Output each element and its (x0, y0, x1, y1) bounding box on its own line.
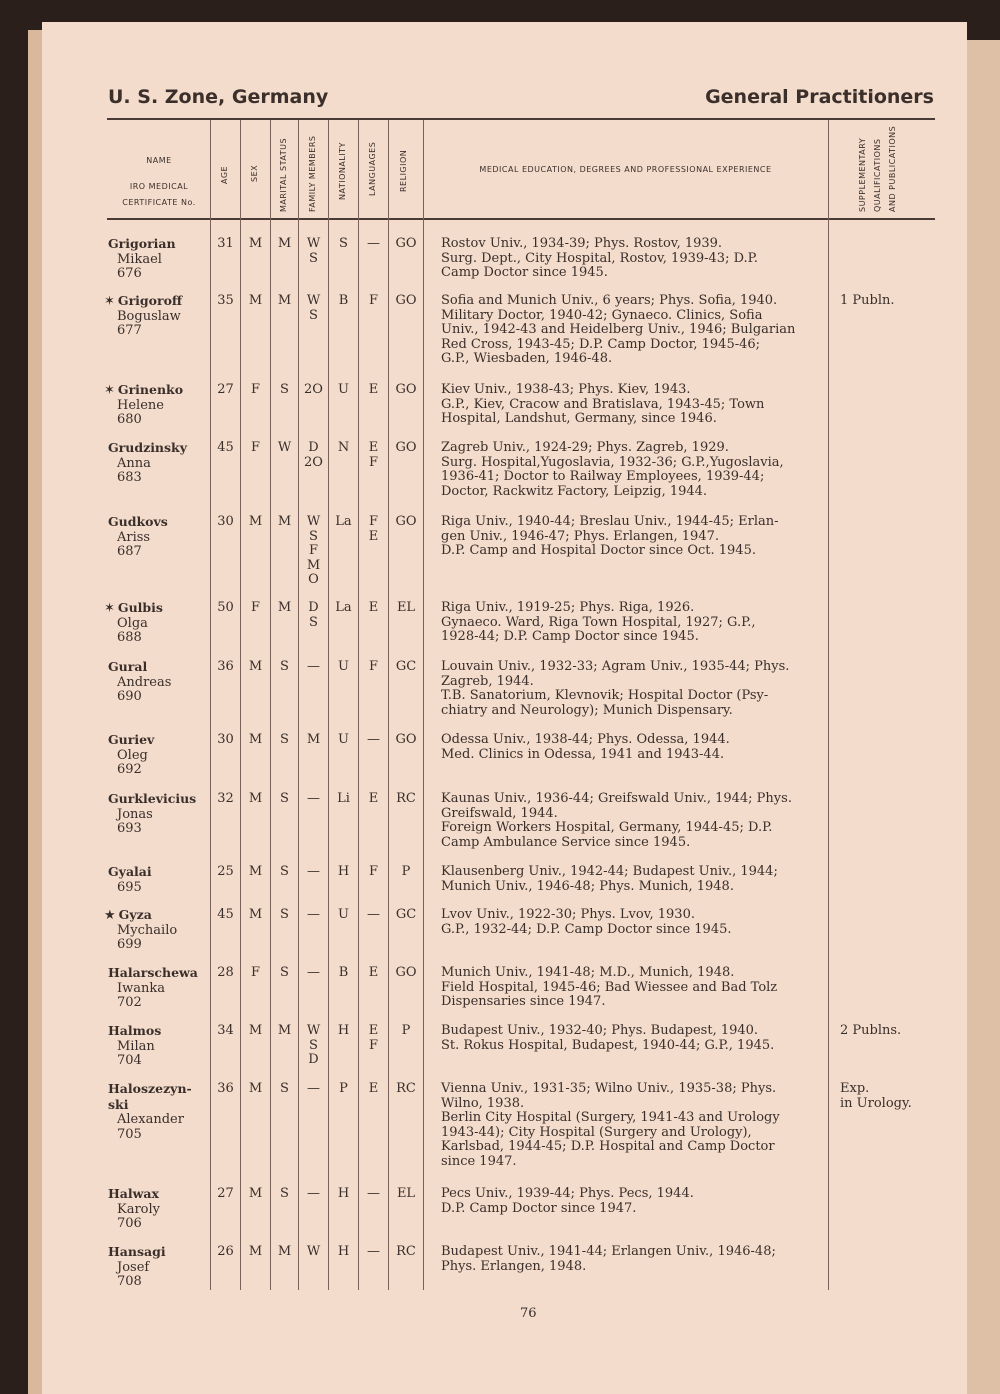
education-line: Med. Clinics in Odessa, 1941 and 1943-44. (441, 746, 725, 762)
mark-icon: ✶ (104, 601, 115, 616)
name-cell (108, 660, 210, 705)
education-line: Riga Univ., 1919-25; Phys. Riga, 1926. (441, 600, 695, 615)
surname: Gurklevicius (108, 791, 197, 806)
age-cell: 30 (217, 732, 234, 747)
name-cell (108, 441, 210, 486)
sex-cell: M (248, 293, 263, 308)
lang-cell: — (367, 907, 380, 922)
section-heading: General Practitioners (705, 86, 934, 108)
education-line: Surg. Hospital,Yugoslavia, 1932-36; G.P.,Yugoslavia, (441, 454, 784, 470)
sex-cell: F (250, 382, 261, 397)
supplementary-cell: Exp. in Urology. (840, 1081, 912, 1111)
lang-cell: F E (368, 514, 379, 544)
certificate-number: 687 (117, 544, 142, 559)
education-cell (441, 966, 826, 1010)
column-rule (423, 120, 424, 1290)
given-name: Ariss (117, 529, 151, 545)
marital-cell: S (280, 864, 289, 879)
education-line: Munich Univ., 1946-48; Phys. Munich, 1948. (441, 878, 734, 894)
marital-cell: S (280, 907, 289, 922)
certificate-number: 705 (117, 1126, 142, 1142)
given-name: Mychailo (117, 922, 178, 938)
surname: Halmos (108, 1023, 162, 1038)
lang-cell: E F (368, 1023, 379, 1053)
facing-page (964, 40, 1000, 1394)
age-cell: 28 (217, 965, 234, 980)
mark-icon: ★ (104, 908, 116, 923)
education-line: Berlin City Hospital (Surgery, 1941-43 and Urology (441, 1110, 780, 1125)
education-cell (441, 1024, 826, 1053)
sex-cell: M (248, 1081, 263, 1096)
marital-cell: M (277, 1023, 292, 1038)
family-cell: M (306, 732, 321, 747)
name-cell (104, 600, 210, 646)
nat-cell: H (337, 1244, 350, 1259)
certificate-number: 676 (117, 266, 142, 281)
age-cell: 36 (217, 659, 234, 674)
education-line: Karlsbad, 1944-45; D.P. Hospital and Camp Doctor (441, 1139, 775, 1154)
column-header-nationality: NATIONALITY (338, 142, 347, 200)
certificate-number: 690 (117, 689, 142, 704)
education-cell (441, 441, 826, 499)
lang-cell: — (367, 236, 380, 251)
education-line: D.P. Camp Doctor since 1947. (441, 1200, 637, 1216)
given-name: Olga (117, 615, 148, 631)
sex-cell: F (250, 965, 261, 980)
sex-cell: M (248, 864, 263, 879)
certificate-number: 688 (117, 630, 142, 645)
nat-cell: U (338, 732, 349, 747)
rel-cell: RC (396, 791, 416, 806)
marital-cell: M (277, 236, 292, 251)
certificate-number: 683 (117, 470, 142, 485)
column-rule (828, 120, 829, 1290)
name-header-line: CERTIFICATE No. (122, 198, 196, 207)
nat-cell: H (337, 1023, 350, 1038)
sex-cell: M (248, 659, 263, 674)
table-top-rule (107, 118, 935, 120)
nat-cell: B (338, 965, 349, 980)
lang-cell: E (368, 965, 379, 980)
education-cell (441, 601, 826, 645)
name-cell (108, 1245, 210, 1290)
family-cell: — (307, 864, 320, 879)
page-number: 76 (520, 1306, 537, 1321)
given-name: Anna (117, 455, 151, 471)
rel-cell: EL (396, 600, 416, 615)
lang-cell: F (368, 659, 379, 674)
given-name: Iwanka (117, 980, 166, 996)
certificate-number: 706 (117, 1216, 142, 1231)
lang-cell: E F (368, 440, 379, 470)
education-line: Dispensaries since 1947. (441, 994, 606, 1009)
marital-cell: S (280, 659, 289, 674)
education-line: Zagreb, 1944. (441, 673, 534, 689)
education-line: Sofia and Munich Univ., 6 years; Phys. Sofia, 1940. (441, 293, 778, 308)
education-line: Univ., 1942-43 and Heidelberg Univ., 1946; Bulgarian (441, 322, 796, 337)
age-cell: 31 (217, 236, 234, 251)
certificate-number: 680 (117, 412, 142, 427)
education-line: Greifswald, 1944. (441, 805, 558, 821)
sex-cell: M (248, 1186, 263, 1201)
rel-cell: GO (395, 293, 417, 308)
age-cell: 30 (217, 514, 234, 529)
marital-cell: M (277, 600, 292, 615)
sex-cell: M (248, 791, 263, 806)
age-cell: 27 (217, 1186, 234, 1201)
column-header-education: MEDICAL EDUCATION, DEGREES AND PROFESSIONAL EXPERIENCE (479, 165, 772, 174)
name-cell (108, 1024, 210, 1069)
surname: Grinenko (117, 382, 184, 397)
age-cell: 45 (217, 440, 234, 455)
marital-cell: M (277, 514, 292, 529)
age-cell: 32 (217, 791, 234, 806)
column-header-age: AGE (220, 165, 229, 184)
age-cell: 35 (217, 293, 234, 308)
surname: Gyalai (108, 864, 152, 879)
given-name: Milan (117, 1038, 155, 1054)
education-line: D.P. Camp and Hospital Doctor since Oct. 1945. (441, 543, 756, 558)
surname: Grudzinsky (108, 440, 187, 455)
education-line: Military Doctor, 1940-42; Gynaeco. Clinics, Sofia (441, 307, 763, 323)
mark-icon: ✶ (104, 383, 115, 398)
family-cell: — (307, 659, 320, 674)
family-cell: W S (306, 236, 321, 266)
name-cell (108, 1082, 210, 1142)
education-cell (441, 294, 826, 367)
education-line: Phys. Erlangen, 1948. (441, 1258, 587, 1274)
education-cell (441, 1245, 826, 1274)
certificate-number: 693 (117, 821, 142, 836)
family-cell: W S (306, 293, 321, 323)
certificate-number: 699 (117, 937, 142, 952)
education-line: Budapest Univ., 1941-44; Erlangen Univ., 1946-48; (441, 1244, 776, 1259)
family-cell: D S (308, 600, 319, 630)
given-name: Helene (117, 397, 164, 413)
lang-cell: — (367, 732, 380, 747)
education-line: Munich Univ., 1941-48; M.D., Munich, 1948. (441, 965, 735, 980)
name-cell (108, 966, 210, 1011)
education-line: T.B. Sanatorium, Klevnovik; Hospital Doctor (Psy- (441, 688, 769, 703)
sex-cell: F (250, 600, 261, 615)
surname: Halwax (108, 1186, 159, 1201)
education-line: Odessa Univ., 1938-44; Phys. Odessa, 1944. (441, 732, 730, 747)
table-header-rule (107, 218, 935, 220)
surname: Grigoroff (117, 293, 183, 308)
surname: Halarschewa (108, 965, 198, 980)
education-line: Pecs Univ., 1939-44; Phys. Pecs, 1944. (441, 1186, 694, 1201)
family-cell: — (307, 1081, 320, 1096)
name-header-line: NAME (146, 156, 172, 165)
education-line: Wilno, 1938. (441, 1095, 525, 1111)
surname: Gyza (118, 907, 152, 922)
marital-cell: S (280, 1081, 289, 1096)
education-cell (441, 733, 826, 762)
education-line: Budapest Univ., 1932-40; Phys. Budapest, 1940. (441, 1023, 759, 1038)
education-line: Kiev Univ., 1938-43; Phys. Kiev, 1943. (441, 382, 691, 397)
family-cell: — (307, 907, 320, 922)
education-cell (441, 908, 826, 937)
surname: Haloszezyn- ski (108, 1081, 192, 1112)
name-cell (108, 792, 210, 837)
nat-cell: U (338, 659, 349, 674)
name-cell (108, 237, 210, 282)
age-cell: 50 (217, 600, 234, 615)
sex-cell: M (248, 1244, 263, 1259)
education-line: Foreign Workers Hospital, Germany, 1944-45; D.P. (441, 820, 773, 835)
education-line: Zagreb Univ., 1924-29; Phys. Zagreb, 1929. (441, 440, 729, 455)
education-line: G.P., 1932-44; D.P. Camp Doctor since 1945. (441, 921, 732, 937)
given-name: Oleg (117, 747, 148, 763)
surname: Guriev (108, 732, 155, 747)
certificate-number: 677 (117, 323, 142, 338)
given-name: Karoly (117, 1201, 161, 1217)
name-header-line: IRO MEDICAL (129, 182, 189, 191)
education-line: Louvain Univ., 1932-33; Agram Univ., 1935-44; Phys. (441, 659, 790, 674)
education-line: 1936-41; Doctor to Railway Employees, 1939-44; (441, 469, 765, 484)
marital-cell: S (280, 732, 289, 747)
family-cell: W S D (306, 1023, 321, 1067)
supplementary-cell: 1 Publn. (840, 293, 895, 308)
nat-cell: P (339, 1081, 348, 1096)
education-cell (441, 515, 826, 559)
column-header-supplementary: QUALIFICATIONS (873, 138, 882, 212)
nat-cell: N (337, 440, 350, 455)
given-name: Josef (117, 1259, 150, 1275)
sex-cell: M (248, 236, 263, 251)
lang-cell: F (368, 864, 379, 879)
nat-cell: S (339, 236, 348, 251)
column-header-languages: LANGUAGES (368, 141, 377, 196)
age-cell: 36 (217, 1081, 234, 1096)
education-line: Hospital, Landshut, Germany, since 1946. (441, 411, 717, 426)
education-line: Field Hospital, 1945-46; Bad Wiessee and Bad Tolz (441, 979, 778, 995)
age-cell: 26 (217, 1244, 234, 1259)
family-cell: — (307, 965, 320, 980)
nat-cell: B (338, 293, 349, 308)
nat-cell: U (338, 382, 349, 397)
lang-cell: — (367, 1244, 380, 1259)
surname: Grigorian (108, 236, 176, 251)
education-cell (441, 660, 826, 718)
name-cell (108, 515, 210, 560)
name-cell (104, 293, 210, 339)
column-header-name (108, 148, 210, 206)
column-header-supplementary: SUPPLEMENTARY (858, 137, 867, 212)
education-line: Gynaeco. Ward, Riga Town Hospital, 1927; G.P., (441, 614, 756, 630)
mark-icon: ✶ (104, 294, 115, 309)
education-line: Kaunas Univ., 1936-44; Greifswald Univ., 1944; Phys. (441, 791, 792, 806)
education-line: G.P., Wiesbaden, 1946-48. (441, 351, 613, 366)
age-cell: 45 (217, 907, 234, 922)
rel-cell: GO (395, 965, 417, 980)
given-name: Mikael (117, 251, 162, 267)
given-name: Alexander (117, 1112, 184, 1127)
sex-cell: F (250, 440, 261, 455)
page-edges (28, 30, 42, 1394)
surname: Hansagi (108, 1244, 166, 1259)
surname: Gural (108, 659, 148, 674)
name-cell (104, 382, 210, 428)
marital-cell: S (280, 1186, 289, 1201)
certificate-number: 704 (117, 1053, 142, 1068)
age-cell: 25 (217, 864, 234, 879)
rel-cell: EL (396, 1186, 416, 1201)
given-name: Andreas (117, 674, 172, 690)
education-line: Lvov Univ., 1922-30; Phys. Lvov, 1930. (441, 907, 695, 922)
given-name: Jonas (117, 806, 153, 822)
education-line: G.P., Kiev, Cracow and Bratislava, 1943-45; Town (441, 396, 765, 412)
rel-cell: GO (395, 732, 417, 747)
age-cell: 34 (217, 1023, 234, 1038)
given-name: Boguslaw (117, 308, 181, 324)
column-header-sex: SEX (250, 164, 259, 182)
rel-cell: GC (395, 907, 417, 922)
education-cell (441, 237, 826, 281)
age-cell: 27 (217, 382, 234, 397)
education-cell (441, 1187, 826, 1216)
rel-cell: RC (396, 1081, 416, 1096)
education-line: Klausenberg Univ., 1942-44; Budapest Univ., 1944; (441, 864, 778, 879)
rel-cell: GO (395, 440, 417, 455)
education-line: since 1947. (441, 1153, 517, 1169)
marital-cell: S (280, 382, 289, 397)
rel-cell: GO (395, 236, 417, 251)
sex-cell: M (248, 514, 263, 529)
nat-cell: H (337, 1186, 350, 1201)
rel-cell: P (401, 864, 411, 879)
column-header-religion: RELIGION (399, 149, 408, 192)
marital-cell: S (280, 965, 289, 980)
nat-cell: Li (337, 791, 350, 806)
certificate-number: 692 (117, 762, 142, 777)
name-cell (108, 1187, 210, 1232)
supplementary-cell: 2 Publns. (840, 1023, 902, 1038)
surname: Gulbis (117, 600, 163, 615)
nat-cell: U (338, 907, 349, 922)
marital-cell: M (277, 1244, 292, 1259)
education-line: Doctor, Rackwitz Factory, Leipzig, 1944. (441, 483, 708, 499)
lang-cell: F (368, 293, 379, 308)
lang-cell: E (368, 1081, 379, 1096)
education-line: Vienna Univ., 1931-35; Wilno Univ., 1935-38; Phys. (441, 1081, 777, 1096)
sex-cell: M (248, 1023, 263, 1038)
nat-cell: La (335, 514, 352, 529)
column-header-marital: MARITAL STATUS (279, 137, 288, 212)
certificate-number: 708 (117, 1274, 142, 1289)
lang-cell: E (368, 382, 379, 397)
education-line: 1928-44; D.P. Camp Doctor since 1945. (441, 629, 699, 644)
education-line: 1943-44); City Hospital (Surgery and Urology), (441, 1124, 752, 1140)
education-line: Riga Univ., 1940-44; Breslau Univ., 1944-45; Erlan- (441, 514, 779, 529)
sex-cell: M (248, 907, 263, 922)
surname: Gudkovs (108, 514, 168, 529)
education-cell (441, 865, 826, 894)
lang-cell: E (368, 600, 379, 615)
family-cell: — (307, 791, 320, 806)
marital-cell: W (277, 440, 292, 455)
column-header-family: FAMILY MEMBERS (308, 135, 317, 212)
education-cell (441, 383, 826, 427)
education-line: Red Cross, 1943-45; D.P. Camp Doctor, 1945-46; (441, 336, 761, 352)
family-cell: W (306, 1244, 321, 1259)
nat-cell: La (335, 600, 352, 615)
sex-cell: M (248, 732, 263, 747)
lang-cell: E (368, 791, 379, 806)
education-line: chiatry and Neurology); Munich Dispensary. (441, 702, 733, 718)
marital-cell: S (280, 791, 289, 806)
rel-cell: RC (396, 1244, 416, 1259)
education-line: St. Rokus Hospital, Budapest, 1940-44; G.P., 1945. (441, 1037, 775, 1053)
zone-heading: U. S. Zone, Germany (108, 86, 329, 108)
name-cell (104, 907, 210, 953)
nat-cell: H (337, 864, 350, 879)
name-cell (108, 733, 210, 778)
education-line: Rostov Univ., 1934-39; Phys. Rostov, 1939. (441, 236, 723, 251)
certificate-number: 695 (117, 879, 142, 895)
family-cell: D 2O (304, 440, 323, 470)
rel-cell: GC (395, 659, 417, 674)
education-line: Camp Doctor since 1945. (441, 265, 608, 280)
family-cell: W S F M O (306, 514, 321, 587)
certificate-number: 702 (117, 995, 142, 1010)
rel-cell: P (401, 1023, 411, 1038)
rel-cell: GO (395, 514, 417, 529)
family-cell: — (307, 1186, 320, 1201)
education-line: Surg. Dept., City Hospital, Rostov, 1939-43; D.P. (441, 250, 758, 266)
column-header-supplementary: AND PUBLICATIONS (888, 125, 897, 212)
name-cell (108, 865, 210, 895)
education-line: Camp Ambulance Service since 1945. (441, 834, 691, 850)
marital-cell: M (277, 293, 292, 308)
lang-cell: — (367, 1186, 380, 1201)
rel-cell: GO (395, 382, 417, 397)
education-cell (441, 792, 826, 850)
family-cell: 2O (304, 382, 323, 397)
education-cell (441, 1082, 826, 1169)
education-line: gen Univ., 1946-47; Phys. Erlangen, 1947. (441, 528, 719, 544)
